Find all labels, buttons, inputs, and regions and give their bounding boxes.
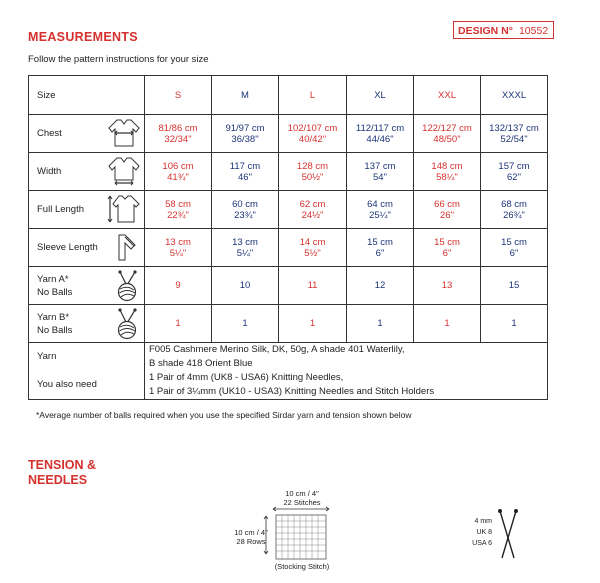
cell-in: 40/42": [298, 133, 327, 145]
balls-label: No Balls: [37, 324, 73, 336]
yarn-label: Yarn A*: [37, 273, 69, 285]
cell-cm: 60 cm: [232, 198, 258, 210]
swatch-width-measure: 10 cm / 4": [285, 489, 319, 498]
cell-in: 6": [375, 247, 385, 259]
cell-in: 5½": [304, 247, 321, 259]
row-label-text: [37, 311, 72, 337]
table-cell: [414, 229, 481, 267]
table-cell: 1: [481, 305, 548, 343]
also-need-label: You also need: [37, 379, 97, 390]
cell-cm: 128 cm: [296, 160, 329, 172]
cell-in: 5¼": [236, 247, 254, 259]
table-cell: [481, 229, 548, 267]
cell-cm: 91/97 cm: [225, 122, 265, 134]
sleeve-measure-icon: [111, 232, 141, 262]
page-title: MEASUREMENTS: [28, 30, 138, 44]
table-cell: [279, 191, 347, 229]
design-number: 10552: [518, 25, 549, 37]
cell-in: 41¾": [167, 171, 189, 183]
size-header: XXL: [414, 76, 481, 115]
cell-cm: 58 cm: [165, 198, 191, 210]
table-cell: [414, 191, 481, 229]
cell-in: 48/50": [433, 133, 461, 145]
yarn-text: F005 Cashmere Merino Silk, DK, 50g, A shade 401 Waterlily,: [149, 344, 405, 355]
table-cell: 1: [279, 305, 347, 343]
cell-cm: 62 cm: [299, 198, 326, 210]
table-cell: [145, 115, 212, 153]
swatch-stitches: 22 Stitches: [283, 498, 321, 507]
needle-usa: USA 6: [472, 540, 492, 547]
knitting-needles-icon: [494, 508, 522, 560]
needle-uk: UK 8: [476, 529, 492, 536]
table-cell: [212, 153, 279, 191]
table-cell: [145, 153, 212, 191]
cell-in: 26": [440, 209, 454, 221]
design-number-badge: [453, 21, 554, 39]
cell-in: 54": [373, 171, 387, 183]
needle-mm: 4 mm: [474, 518, 492, 525]
size-header-row: [29, 76, 548, 115]
cell-in: 46": [238, 171, 252, 183]
table-cell: [212, 115, 279, 153]
yarn-info-row: [29, 343, 548, 400]
size-header: M: [212, 76, 279, 115]
table-cell: 10: [212, 267, 279, 305]
cell-cm: 15 cm: [434, 236, 460, 248]
chest-measure-icon: [107, 118, 141, 148]
table-cell: [279, 115, 347, 153]
table-row: [29, 267, 548, 305]
balls-label: No Balls: [37, 286, 73, 298]
cell-cm: 137 cm: [364, 160, 396, 172]
table-cell: [481, 115, 548, 153]
row-label: [29, 267, 145, 305]
row-label-text: Sleeve Length: [37, 242, 98, 253]
row-label: [29, 115, 145, 153]
cell-cm: 64 cm: [367, 198, 393, 210]
full-length-measure-icon: [107, 194, 141, 224]
table-cell: [481, 153, 548, 191]
row-label: [29, 305, 145, 343]
also-need-text: 1 Pair of 4mm (UK8 - USA6) Knitting Needles,: [149, 372, 344, 383]
table-row: [29, 229, 548, 267]
table-cell: [279, 229, 347, 267]
cell-cm: 66 cm: [434, 198, 460, 210]
size-header: L: [279, 76, 347, 115]
table-cell: [347, 229, 414, 267]
cell-in: 44/46": [366, 133, 394, 145]
yarn-ball-needles-icon: [111, 270, 141, 302]
cell-cm: 68 cm: [501, 198, 527, 210]
cell-in: 62": [507, 171, 521, 183]
row-label: [29, 153, 145, 191]
row-label-text: Full Length: [37, 204, 85, 215]
row-label: [29, 191, 145, 229]
table-row: [29, 153, 548, 191]
table-row: [29, 191, 548, 229]
swatch-height-arrow: [262, 515, 270, 555]
table-cell: 9: [145, 267, 212, 305]
cell-cm: 122/127 cm: [422, 122, 472, 134]
cell-in: 23¾": [234, 209, 256, 221]
table-cell: [279, 153, 347, 191]
swatch-width-label: [262, 489, 342, 507]
table-cell: [481, 191, 548, 229]
yarn-label: Yarn B*: [37, 311, 70, 323]
needle-size-labels: [468, 516, 492, 549]
cell-cm: 157 cm: [498, 160, 530, 172]
cell-in: 58¼": [436, 171, 458, 183]
size-header: S: [145, 76, 212, 115]
cell-cm: 81/86 cm: [158, 122, 198, 134]
cell-in: 25¼": [369, 209, 391, 221]
table-cell: [414, 153, 481, 191]
cell-in: 26¾": [503, 209, 525, 221]
table-cell: [347, 115, 414, 153]
table-cell: 11: [279, 267, 347, 305]
table-cell: 1: [414, 305, 481, 343]
cell-cm: 117 cm: [229, 160, 261, 172]
cell-in: 50½": [301, 171, 324, 183]
cell-in: 24½": [301, 209, 324, 221]
cell-cm: 102/107 cm: [287, 122, 338, 134]
cell-in: 32/34": [164, 133, 192, 145]
table-cell: [145, 191, 212, 229]
size-header: XXXL: [481, 76, 548, 115]
also-need-text: 1 Pair of 3¼mm (UK10 - USA3) Knitting Needles and Stitch Holders: [149, 386, 435, 397]
yarn-info-labels: [29, 343, 145, 400]
table-row: [29, 115, 548, 153]
table-cell: 1: [145, 305, 212, 343]
row-label-text: Width: [37, 166, 62, 177]
table-cell: 1: [347, 305, 414, 343]
cell-in: 6": [442, 247, 452, 259]
cell-in: 6": [509, 247, 519, 259]
tension-swatch-grid: [270, 506, 332, 562]
table-row: [29, 305, 548, 343]
table-cell: 13: [414, 267, 481, 305]
swatch-height-measure: 10 cm / 4": [234, 528, 268, 537]
yarn-info-label: Yarn: [37, 351, 57, 362]
tension-title-line: NEEDLES: [28, 473, 88, 487]
cell-in: 5¼": [169, 247, 187, 259]
table-cell: [145, 229, 212, 267]
cell-in: 22¾": [167, 209, 189, 221]
cell-cm: 14 cm: [299, 236, 326, 248]
row-label: [29, 229, 145, 267]
table-cell: [347, 153, 414, 191]
cell-cm: 13 cm: [165, 236, 191, 248]
tension-title-line: TENSION &: [28, 458, 97, 472]
width-measure-icon: [107, 156, 141, 186]
yarn-ball-needles-icon: [111, 308, 141, 340]
cell-in: 52/54": [500, 133, 528, 145]
cell-cm: 132/137 cm: [489, 122, 539, 134]
tension-title: [28, 458, 96, 488]
swatch-rows: 28 Rows: [236, 537, 266, 546]
cell-cm: 148 cm: [431, 160, 463, 172]
table-cell: [212, 191, 279, 229]
design-label: DESIGN N°: [458, 25, 513, 37]
footnote: *Average number of balls required when you use the specified Sirdar yarn and tension shown below: [36, 410, 412, 420]
cell-cm: 15 cm: [501, 236, 527, 248]
table-cell: 1: [212, 305, 279, 343]
cell-cm: 13 cm: [232, 236, 258, 248]
cell-cm: 15 cm: [367, 236, 393, 248]
size-label: Size: [29, 76, 145, 115]
cell-cm: 106 cm: [162, 160, 194, 172]
table-cell: 12: [347, 267, 414, 305]
cell-cm: 112/117 cm: [355, 122, 405, 134]
table-cell: [212, 229, 279, 267]
table-cell: [414, 115, 481, 153]
row-label-text: Chest: [37, 128, 62, 139]
measurements-table: [28, 75, 548, 400]
yarn-text: B shade 418 Orient Blue: [149, 358, 253, 369]
yarn-info-details: [145, 343, 548, 400]
size-header: XL: [347, 76, 414, 115]
table-cell: 15: [481, 267, 548, 305]
table-cell: [347, 191, 414, 229]
instructions-subtitle: Follow the pattern instructions for your size: [28, 54, 209, 65]
row-label-text: [37, 273, 72, 299]
cell-in: 36/38": [231, 133, 259, 145]
swatch-stitch-type: (Stocking Stitch): [274, 562, 330, 571]
